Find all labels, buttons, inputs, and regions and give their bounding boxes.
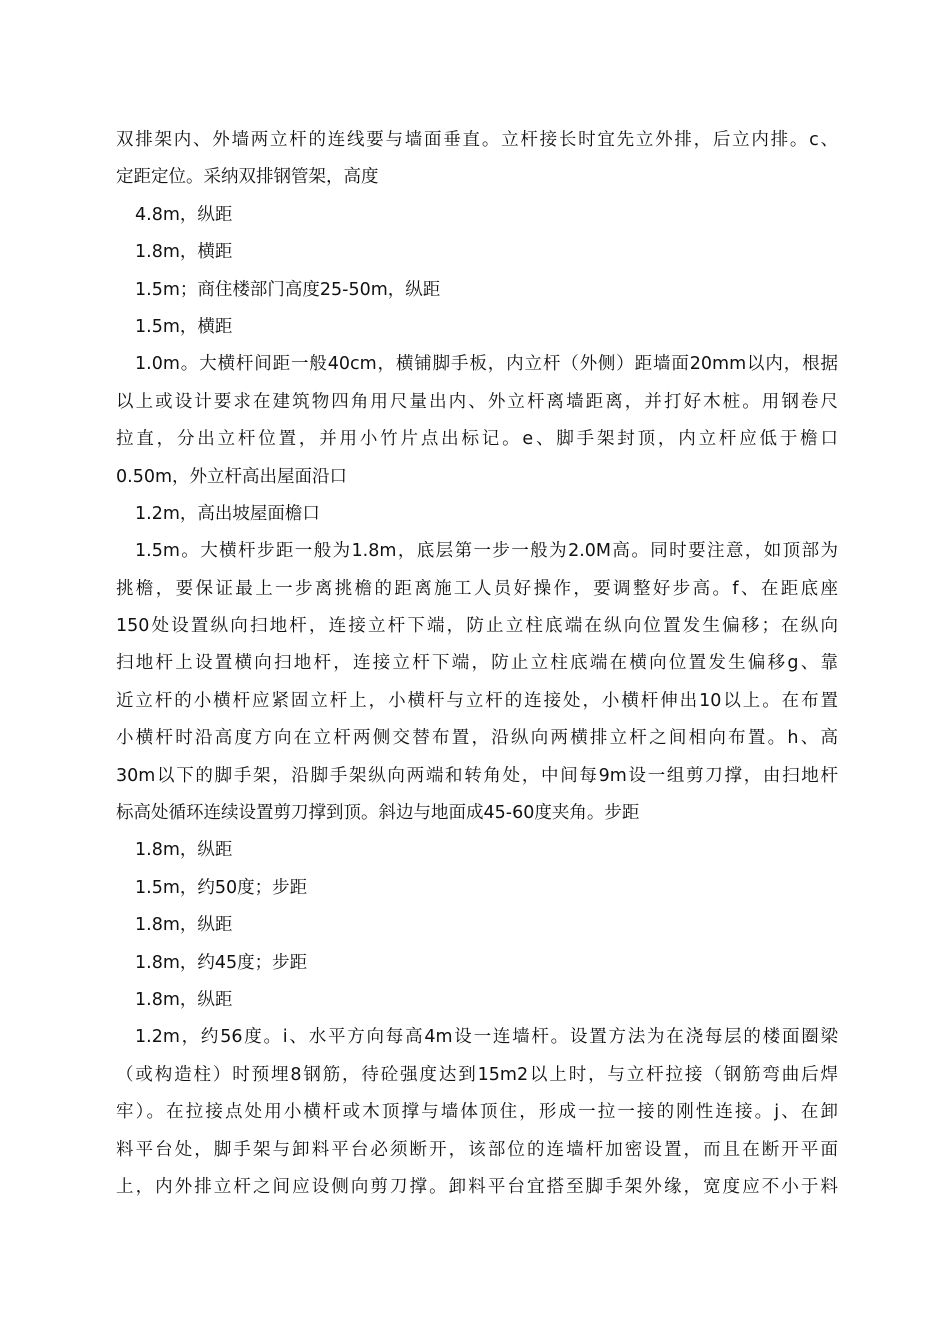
text-line: 4.8m，纵距	[135, 204, 233, 225]
text-line: 料平台处，脚手架与卸料平台必须断开，该部位的连墙杆加密设置，而且在断开平面	[116, 1139, 838, 1160]
text-line: 1.2m，约56度。i、水平方向每高4m设一连墙杆。设置方法为在浇每层的楼面圈梁	[135, 1027, 838, 1048]
text-line: 1.8m，横距	[135, 242, 233, 263]
text-line: 150处设置纵向扫地杆，连接立杆下端，防止立柱底端在纵向位置发生偏移；在纵向	[116, 616, 838, 637]
text-line: 拉直，分出立杆位置，并用小竹片点出标记。e、脚手架封顶，内立杆应低于檐口	[116, 429, 838, 450]
text-line: 0.50m，外立杆高出屋面沿口	[116, 466, 348, 487]
text-line: 1.8m，纵距	[135, 915, 233, 936]
text-line: 1.2m，高出坡屋面檐口	[135, 503, 320, 524]
document-body	[116, 122, 838, 1206]
text-line: 标高处循环连续设置剪刀撑到顶。斜边与地面成45-60度夹角。步距	[116, 803, 640, 824]
text-line: 牢）。在拉接点处用小横杆或木顶撑与墙体顶住，形成一拉一接的刚性连接。j、在卸	[116, 1102, 838, 1123]
text-line: 近立杆的小横杆应紧固立杆上，小横杆与立杆的连接处，小横杆伸出10以上。在布置	[116, 690, 838, 711]
text-line: 挑檐，要保证最上一步离挑檐的距离施工人员好操作，要调整好步高。f、在距底座	[116, 578, 838, 599]
text-line: 30m以下的脚手架，沿脚手架纵向两端和转角处，中间每9m设一组剪刀撑，由扫地杆	[116, 765, 838, 786]
text-line: 扫地杆上设置横向扫地杆，连接立杆下端，防止立柱底端在横向位置发生偏移g、靠	[116, 653, 838, 674]
text-line: （或构造柱）时预埋8钢筋，待砼强度达到15m2以上时，与立杆拉接（钢筋弯曲后焊	[116, 1064, 838, 1085]
text-line: 1.8m，约45度；步距	[135, 952, 308, 973]
text-line: 双排架内、外墙两立杆的连线要与墙面垂直。立杆接长时宜先立外排，后立内排。c、	[116, 130, 838, 150]
text-line: 定距定位。采纳双排钢管架，高度	[116, 167, 379, 188]
text-line: 1.8m，纵距	[135, 840, 233, 861]
text-line: 1.5m，约50度；步距	[135, 877, 308, 898]
text-line: 1.5m，横距	[135, 316, 233, 337]
text-line: 1.0m。大横杆间距一般40cm，横铺脚手板，内立杆（外侧）距墙面20mm以内，根据	[135, 354, 838, 375]
text-line: 1.5m；商住楼部门高度25-50m，纵距	[135, 279, 441, 300]
text-line: 1.5m。大横杆步距一般为1.8m，底层第一步一般为2.0M高。同时要注意，如顶部为	[135, 541, 838, 562]
text-line: 小横杆时沿高度方向在立杆两侧交替布置，沿纵向两横排立杆之间相向布置。h、高	[116, 728, 838, 749]
text-line: 上，内外排立杆之间应设侧向剪刀撑。卸料平台宜搭至脚手架外缘，宽度应不小于料	[116, 1176, 838, 1197]
text-line: 1.8m，纵距	[135, 989, 233, 1010]
text-line: 以上或设计要求在建筑物四角用尺量出内、外立杆离墙距离，并打好木桩。用钢卷尺	[116, 391, 838, 412]
